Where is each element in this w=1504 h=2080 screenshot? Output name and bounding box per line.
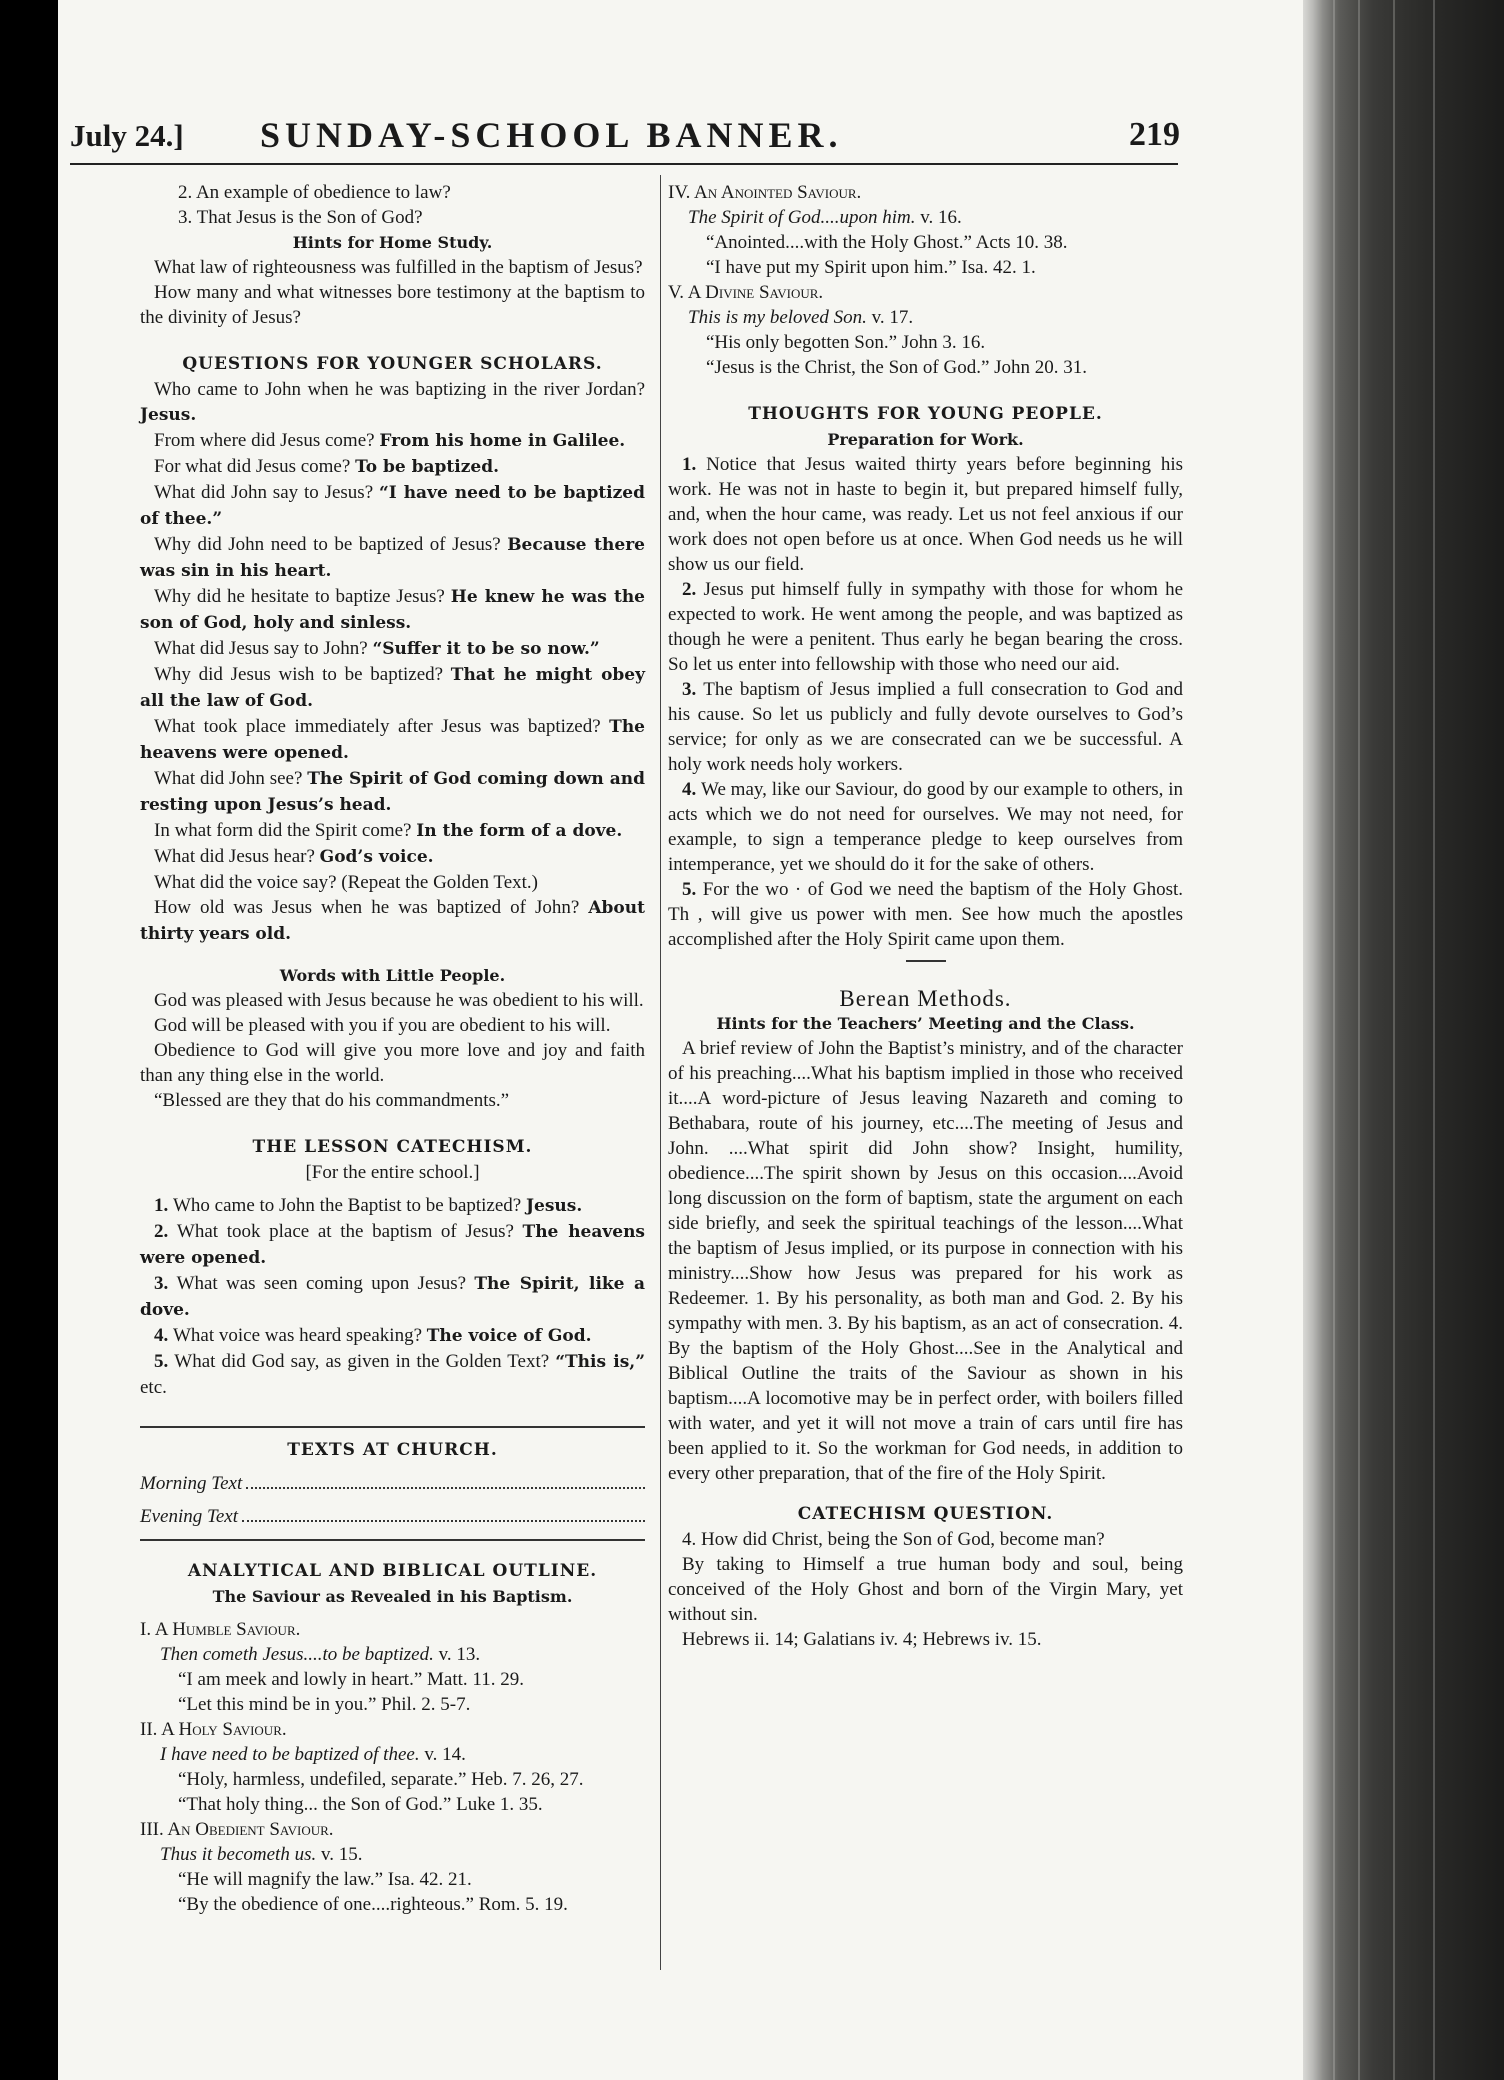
catechism-answer: By taking to Himself a true human body and soul, being conceived of the Holy Ghost and born of the Virgin Mary, yet without sin.: [668, 1554, 1183, 1625]
qa-item: [140, 895, 645, 947]
question-text: What voice was heard speaking?: [173, 1325, 427, 1346]
answer-text: That he might obey all the law of God.: [140, 665, 645, 711]
intro-line: 2. An example of obedience to law?: [178, 182, 451, 203]
question-text: Who came to John the Baptist to be baptized?: [173, 1195, 526, 1216]
outline-citation: “By the obedience of one....righteous.” Rom. 5. 19.: [178, 1894, 568, 1915]
catechism-subheading: [For the entire school.]: [305, 1162, 480, 1183]
answer-text: Because there was sin in his heart.: [140, 535, 645, 581]
reference-verse: v. 17.: [866, 307, 914, 328]
words-line: God will be pleased with you if you are obedient to his will.: [154, 1015, 611, 1036]
thought-text: We may, like our Saviour, do good by our example to others, in acts which we do not need for ourselves. We may not need, for example, to sign a temperance pledge to keep ourselves from intemperance, yet we should do it for the sake of others.: [668, 779, 1183, 875]
words-line: Obedience to God will give you more love and joy and faith than any thing else in the world.: [140, 1040, 645, 1086]
answer-text: He knew he was the son of God, holy and sinless.: [140, 587, 645, 633]
morning-text-label: Morning Text: [140, 1473, 243, 1494]
catechism-question: 4. How did Christ, being the Son of God, become man?: [682, 1529, 1105, 1550]
short-divider: [906, 960, 946, 962]
question-text: What did Jesus hear?: [154, 846, 320, 867]
header-rule: [70, 163, 1178, 165]
thought-text: The baptism of Jesus implied a full consecration to God and his cause. So let us publicly and fully devote ourselves to God’s service; for only as we are consecrated can we be successful. A holy work needs holy workers.: [668, 679, 1183, 775]
catechism-item: [140, 1193, 645, 1219]
berean-subheading: Hints for the Teachers’ Meeting and the Class.: [716, 1014, 1135, 1033]
answer-text: The Spirit, like a dove.: [140, 1274, 645, 1320]
outline-reference: [668, 205, 1183, 230]
reference-verse: v. 13.: [433, 1644, 481, 1665]
header-date: July 24.]: [70, 118, 184, 153]
younger-scholars-heading: QUESTIONS FOR YOUNGER SCHOLARS.: [182, 354, 603, 374]
question-text: What did John see?: [154, 768, 308, 789]
berean-text: A brief review of John the Baptist’s ministry, and of the character of his preaching....What his baptism implied in those who received it....A word-picture of Jesus leaving Nazareth and coming to Bethabara, route of his journey, etc....The meeting of Jesus and John. ....What spirit did John show? Insight, humility, obedience....The spirit shown by Jesus on this occasion....Avoid long discussion on the form of baptism, state the argument on each side briefly, and seek the spiritual teachings of the lesson....What the baptism of Jesus implied, or its purpose in connection with his ministry....Show how Jesus was prepared for his work as Redeemer. 1. By his personality, as both man and God. 2. By his sympathy with men. 3. By his baptism, as an act of consecration. 4. By the baptism of the Holy Ghost....See in the Analytical and Biblical Outline the traits of the Saviour as shown in his baptism....A locomotive may be in perfect order, with boilers filled with water, and yet it will not move a train of cars until fire has been applied to it. So the workman for God needs, in addition to every other preparation, that of the fire of the Holy Spirit.: [668, 1038, 1183, 1484]
outline-citation: “That holy thing... the Son of God.” Luke 1. 35.: [178, 1794, 543, 1815]
outline-reference: [140, 1842, 645, 1867]
column-divider: [660, 175, 661, 1970]
outline-citation: “Jesus is the Christ, the Son of God.” John 20. 31.: [706, 357, 1088, 378]
thought-paragraph: [668, 452, 1183, 577]
thought-text: Notice that Jesus waited thirty years before beginning his work. He was not in haste to begin it, but prepared himself fully, and, when the hour came, was ready. Let us not feel anxious if our work does not open before us at once. When God needs us he will show us our field.: [668, 454, 1183, 575]
outline-reference: [140, 1742, 645, 1767]
answer-text: “I have need to be baptized of thee.”: [140, 483, 645, 529]
item-number: 3.: [154, 1273, 177, 1294]
reference-text: This is my beloved Son.: [688, 307, 867, 328]
outline-reference: [668, 305, 1183, 330]
qa-item: [140, 532, 645, 584]
answer-text: Jesus.: [525, 1196, 583, 1216]
answer-text: To be baptized.: [355, 457, 500, 477]
question-text: For what did Jesus come?: [154, 456, 356, 477]
question-text: Why did he hesitate to baptize Jesus?: [154, 586, 451, 607]
intro-line: 3. That Jesus is the Son of God?: [178, 207, 423, 228]
answer-text: The heavens were opened.: [140, 717, 645, 763]
qa-item: [140, 377, 645, 428]
reference-verse: v. 14.: [419, 1744, 466, 1765]
item-number: 2.: [154, 1221, 177, 1242]
question-text: What did John say to Jesus?: [154, 482, 379, 503]
answer-text: The heavens were opened.: [140, 1222, 646, 1268]
morning-text-line: [140, 1471, 645, 1496]
evening-text-line: [140, 1504, 645, 1529]
question-text: What took place immediately after Jesus was baptized?: [154, 716, 610, 737]
outline-section-heading: II. A Holy Saviour.: [140, 1719, 287, 1740]
reference-text: The Spirit of God....upon him.: [688, 207, 916, 228]
question-text: What did Jesus say to John?: [154, 638, 373, 659]
answer-text: “This is,”: [555, 1352, 645, 1372]
page-number: 219: [1129, 116, 1180, 153]
left-column: [140, 180, 645, 1917]
catechism-item: [140, 1323, 645, 1349]
reference-text: Thus it becometh us.: [160, 1844, 317, 1865]
texts-heading: TEXTS AT CHURCH.: [287, 1440, 498, 1460]
qa-item: [140, 818, 645, 844]
catechism-references: Hebrews ii. 14; Galatians iv. 4; Hebrews iv. 15.: [682, 1629, 1042, 1650]
catechism-question-heading: CATECHISM QUESTION.: [797, 1504, 1054, 1524]
qa-item: [140, 870, 645, 895]
page-header: [70, 110, 1180, 160]
question-text: How old was Jesus when he was baptized of John?: [154, 897, 589, 918]
question-text: Why did John need to be baptized of Jesus?: [154, 534, 508, 555]
outline-section-heading: IV. An Anointed Saviour.: [668, 182, 862, 203]
qa-item: [140, 584, 645, 636]
qa-item: [140, 662, 645, 714]
thought-paragraph: [668, 677, 1183, 777]
answer-text: The voice of God.: [426, 1326, 592, 1346]
outline-citation: “I have put my Spirit upon him.” Isa. 42. 1.: [706, 257, 1036, 278]
evening-text-label: Evening Text: [140, 1506, 238, 1527]
hint-question: How many and what witnesses bore testimony at the baptism to the divinity of Jesus?: [140, 282, 645, 328]
thought-paragraph: [668, 577, 1183, 677]
thought-paragraph: [668, 877, 1183, 952]
reference-verse: v. 15.: [316, 1844, 363, 1865]
question-text: From where did Jesus come?: [154, 430, 380, 451]
younger-questions: [140, 377, 645, 947]
outline-subheading: The Saviour as Revealed in his Baptism.: [212, 1587, 573, 1606]
answer-text: The Spirit of God coming down and resting upon Jesus’s head.: [140, 769, 645, 815]
outline-citation: “Anointed....with the Holy Ghost.” Acts 10. 38.: [706, 232, 1068, 253]
answer-text: About thirty years old.: [140, 898, 645, 944]
reference-text: Then cometh Jesus....to be baptized.: [160, 1644, 434, 1665]
catechism-heading: THE LESSON CATECHISM.: [252, 1137, 533, 1157]
qa-item: [140, 844, 645, 870]
outline-list-continued: [668, 180, 1183, 380]
catechism-list: [140, 1193, 645, 1400]
outline-section-heading: III. An Obedient Saviour.: [140, 1819, 334, 1840]
header-title: SUNDAY-SCHOOL BANNER.: [260, 115, 843, 155]
hints-heading: Hints for Home Study.: [292, 233, 493, 252]
thoughts-list: [668, 452, 1183, 952]
book-spine: [1303, 0, 1504, 2080]
outline-reference: [140, 1642, 645, 1667]
answer-text: God’s voice.: [319, 847, 434, 867]
right-column: [668, 180, 1183, 1652]
outline-section-heading: I. A Humble Saviour.: [140, 1619, 301, 1640]
outline-citation: “I am meek and lowly in heart.” Matt. 11. 29.: [178, 1669, 524, 1690]
qa-item: [140, 428, 645, 454]
item-number: 4.: [682, 779, 702, 800]
answer-tail: etc.: [140, 1377, 167, 1398]
words-line: “Blessed are they that do his commandments.”: [154, 1090, 510, 1111]
question-text: What was seen coming upon Jesus?: [176, 1273, 475, 1294]
item-number: 5.: [682, 879, 703, 900]
thought-paragraph: [668, 777, 1183, 877]
item-number: 1.: [154, 1195, 173, 1216]
outline-citation: “Holy, harmless, undefiled, separate.” Heb. 7. 26, 27.: [178, 1769, 584, 1790]
answer-text: “Suffer it to be so now.”: [372, 639, 600, 659]
catechism-item: [140, 1219, 645, 1271]
qa-item: [140, 714, 645, 766]
item-number: 2.: [682, 579, 704, 600]
divider: [140, 1539, 645, 1541]
item-number: 3.: [682, 679, 704, 700]
question-text: What took place at the baptism of Jesus?: [176, 1221, 523, 1242]
thought-text: Jesus put himself fully in sympathy with those for whom he expected to work. He went among the people, and was baptized as though he were a penitent. Thus early he began bearing the cross. So let us enter into fellowship with those who need our aid.: [668, 579, 1184, 675]
catechism-item: [140, 1271, 645, 1323]
question-text: What did the voice say? (Repeat the Golden Text.): [154, 872, 538, 893]
divider: [140, 1426, 645, 1428]
answer-text: Jesus.: [140, 405, 197, 425]
thoughts-subheading: Preparation for Work.: [827, 430, 1024, 449]
words-line: God was pleased with Jesus because he was obedient to his will.: [154, 990, 644, 1011]
item-number: 1.: [682, 454, 707, 475]
outline-section-heading: V. A Divine Saviour.: [668, 282, 824, 303]
outline-heading: ANALYTICAL AND BIBLICAL OUTLINE.: [187, 1561, 598, 1581]
berean-heading: Berean Methods.: [839, 986, 1012, 1011]
question-text: Why did Jesus wish to be baptized?: [154, 664, 451, 685]
item-number: 5.: [154, 1351, 175, 1372]
catechism-item: [140, 1349, 645, 1400]
outline-citation: “His only begotten Son.” John 3. 16.: [706, 332, 986, 353]
thought-text: For the wo · of God we need the baptism of the Holy Ghost. Th , will give us power with men. See how much the apostles accomplished after the Holy Spirit came upon them.: [668, 879, 1183, 950]
qa-item: [140, 454, 645, 480]
qa-item: [140, 766, 645, 818]
answer-text: From his home in Galilee.: [379, 431, 626, 451]
outline-list: [140, 1617, 645, 1917]
question-text: Who came to John when he was baptizing in the river Jordan?: [154, 379, 645, 400]
words-heading: Words with Little People.: [279, 966, 506, 985]
item-number: 4.: [154, 1325, 173, 1346]
reference-text: I have need to be baptized of thee.: [160, 1744, 420, 1765]
hint-question: What law of righteousness was fulfilled in the baptism of Jesus?: [154, 257, 643, 278]
outline-citation: “Let this mind be in you.” Phil. 2. 5-7.: [178, 1694, 471, 1715]
answer-text: In the form of a dove.: [416, 821, 623, 841]
reference-verse: v. 16.: [915, 207, 962, 228]
question-text: In what form did the Spirit come?: [154, 820, 417, 841]
thoughts-heading: THOUGHTS FOR YOUNG PEOPLE.: [748, 404, 1103, 424]
qa-item: [140, 480, 645, 532]
outline-citation: “He will magnify the law.” Isa. 42. 21.: [178, 1869, 472, 1890]
qa-item: [140, 636, 645, 662]
question-text: What did God say, as given in the Golden Text?: [174, 1351, 556, 1372]
